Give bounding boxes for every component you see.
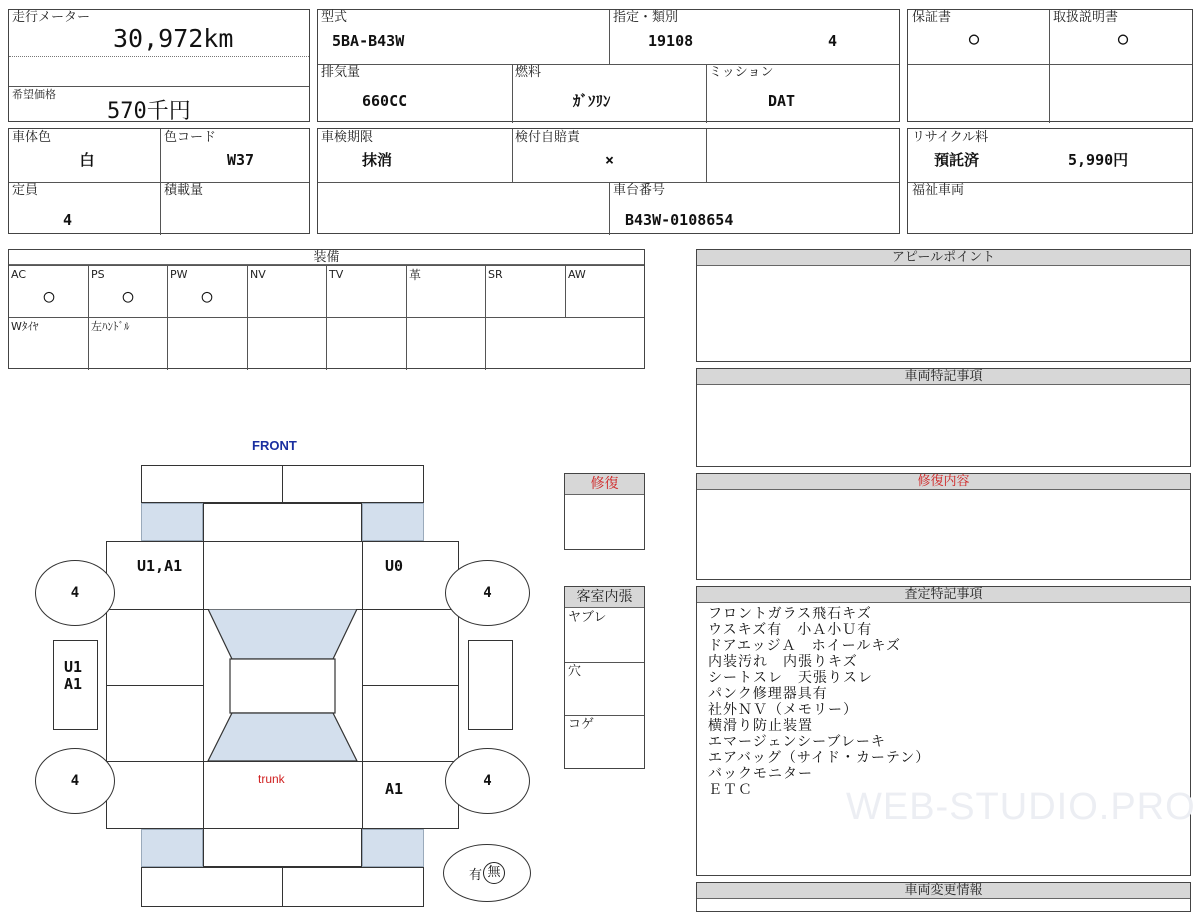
body-color-value: 白 xyxy=(79,151,95,169)
chassis-label: 車台番号 xyxy=(613,183,666,198)
tire-rear-left: 4 xyxy=(35,748,115,814)
recycle-amount: 5,990円 xyxy=(1068,151,1129,169)
spec-box xyxy=(317,9,900,122)
watermark: WEB-STUDIO.PRO xyxy=(846,786,1196,828)
warranty-label: 保証書 xyxy=(912,10,952,25)
interior-tear-label: ヤブレ xyxy=(568,610,607,625)
body-color-label: 車体色 xyxy=(12,130,52,145)
rear-panel xyxy=(203,829,362,867)
appraisal-line: ウスキズ有 小Ａ小Ｕ有 xyxy=(708,622,873,638)
equip-ps-label: PS xyxy=(91,268,105,281)
front-left-damage: U1,A1 xyxy=(137,557,183,575)
recycle-status: 預託済 xyxy=(934,151,980,169)
chassis-value: B43W-0108654 xyxy=(625,211,734,229)
vehicle-notes-panel xyxy=(696,368,1191,467)
left-side-damage-2: A1 xyxy=(64,675,83,693)
inspection-box xyxy=(317,128,900,234)
displacement-value: 660CC xyxy=(362,92,408,110)
insurance-value: × xyxy=(605,151,615,169)
odometer-value: 30,972km xyxy=(113,24,234,53)
repair-details-title: 修復内容 xyxy=(697,474,1190,490)
trunk-label: trunk xyxy=(258,772,285,786)
inspection-value: 抹消 xyxy=(362,151,393,169)
tire-front-left: 4 xyxy=(35,560,115,626)
color-code-label: 色コード xyxy=(164,130,217,145)
repair-flag-yes: 有 xyxy=(468,867,482,883)
glass-area xyxy=(203,609,362,761)
appraisal-line: フロントガラス飛石キズ xyxy=(708,606,872,622)
equip-wtire-label: Wﾀｲﾔ xyxy=(11,320,39,333)
equip-aw-label: AW xyxy=(568,268,586,281)
rear-right-damage: A1 xyxy=(385,780,404,798)
interior-burn-label: コゲ xyxy=(568,717,595,732)
color-box xyxy=(8,128,310,234)
warranty-value: ○ xyxy=(968,29,980,49)
designation-value-1: 19108 xyxy=(648,32,694,50)
appraisal-title: 査定特記事項 xyxy=(697,587,1190,603)
equip-pw-value: ○ xyxy=(201,286,213,307)
windshield xyxy=(208,609,357,659)
appraisal-line: ＥＴＣ xyxy=(708,782,753,798)
designation-value-2: 4 xyxy=(828,32,838,50)
equip-tv-label: TV xyxy=(329,268,344,281)
right-side-panel xyxy=(468,640,513,730)
price-value: 570千円 xyxy=(107,99,191,124)
changes-panel xyxy=(696,882,1191,912)
equip-sr-label: SR xyxy=(488,268,503,281)
front-right-corner xyxy=(362,503,424,541)
left-side-damage-1: U1 xyxy=(64,658,83,676)
appraisal-line: 内装汚れ 内張りキズ xyxy=(708,654,858,670)
repair-details-panel xyxy=(696,473,1191,580)
odometer-price-box xyxy=(8,9,310,122)
insurance-label: 検付自賠責 xyxy=(515,130,581,145)
capacity-label: 定員 xyxy=(12,183,39,198)
fuel-label: 燃料 xyxy=(515,65,542,80)
appraisal-line: エアバッグ（サイド・カーテン） xyxy=(708,750,931,766)
equip-lhd-label: 左ﾊﾝﾄﾞﾙ xyxy=(91,320,130,333)
rear-glass xyxy=(208,713,357,761)
repair-box xyxy=(564,473,645,550)
appraisal-line: 横滑り防止装置 xyxy=(708,718,813,734)
welfare-label: 福祉車両 xyxy=(912,183,965,198)
front-right-damage: U0 xyxy=(385,557,404,575)
car-diagram xyxy=(0,430,560,900)
appeal-title: アピールポイント xyxy=(697,250,1190,266)
equip-leather-label: 革 xyxy=(409,268,422,282)
front-label: FRONT xyxy=(252,438,297,453)
repair-flag xyxy=(443,844,531,902)
tire-front-right: 4 xyxy=(445,560,530,626)
equip-ac-label: AC xyxy=(11,268,27,281)
interior-title: 客室内張 xyxy=(565,587,644,608)
interior-box xyxy=(564,586,645,769)
vehicle-notes-title: 車両特記事項 xyxy=(697,369,1190,385)
manual-value: ○ xyxy=(1117,29,1129,49)
recycle-box xyxy=(907,128,1193,234)
transmission-label: ミッション xyxy=(709,65,774,80)
displacement-label: 排気量 xyxy=(321,65,361,80)
documents-box xyxy=(907,9,1193,122)
hood xyxy=(203,503,362,541)
recycle-label: リサイクル料 xyxy=(912,130,989,145)
appraisal-panel xyxy=(696,586,1191,876)
equipment-title: 装備 xyxy=(9,250,644,265)
capacity-value: 4 xyxy=(63,211,73,229)
interior-hole-label: 穴 xyxy=(568,664,582,679)
appraisal-line: ドアエッジＡ ホイールキズ xyxy=(708,638,902,654)
load-label: 積載量 xyxy=(164,183,204,198)
appraisal-line: 社外ＮＶ（メモリー） xyxy=(708,702,858,718)
model-value: 5BA-B43W xyxy=(332,32,405,50)
model-label: 型式 xyxy=(321,10,348,25)
equip-ps-value: ○ xyxy=(122,286,134,307)
transmission-value: DAT xyxy=(768,92,796,110)
repair-flag-no: 無 xyxy=(483,862,505,884)
front-left-corner xyxy=(141,503,203,541)
odometer-label: 走行メーター xyxy=(12,10,91,25)
inspection-label: 車検期限 xyxy=(321,130,374,145)
appeal-panel xyxy=(696,249,1191,362)
tire-rear-right: 4 xyxy=(445,748,530,814)
fuel-value: ｶﾞｿﾘﾝ xyxy=(573,92,611,110)
appraisal-line: シートスレ 天張りスレ xyxy=(708,670,873,686)
changes-title: 車両変更情報 xyxy=(697,883,1190,899)
repair-title: 修復 xyxy=(565,474,644,495)
roof xyxy=(230,659,335,713)
designation-label: 指定・類別 xyxy=(613,10,679,25)
appraisal-notes xyxy=(708,606,930,798)
equipment-table xyxy=(8,249,645,369)
equip-pw-label: PW xyxy=(170,268,188,281)
equip-nv-label: NV xyxy=(250,268,266,281)
rear-left-corner xyxy=(141,829,203,867)
manual-label: 取扱説明書 xyxy=(1053,10,1119,25)
appraisal-line: バックモニター xyxy=(708,766,813,782)
color-code-value: W37 xyxy=(227,151,255,169)
appraisal-line: パンク修理器具有 xyxy=(708,686,828,702)
equip-ac-value: ○ xyxy=(43,286,55,307)
price-label: 希望価格 xyxy=(12,88,56,101)
rear-right-corner xyxy=(362,829,424,867)
appraisal-line: エマージェンシーブレーキ xyxy=(708,734,886,750)
